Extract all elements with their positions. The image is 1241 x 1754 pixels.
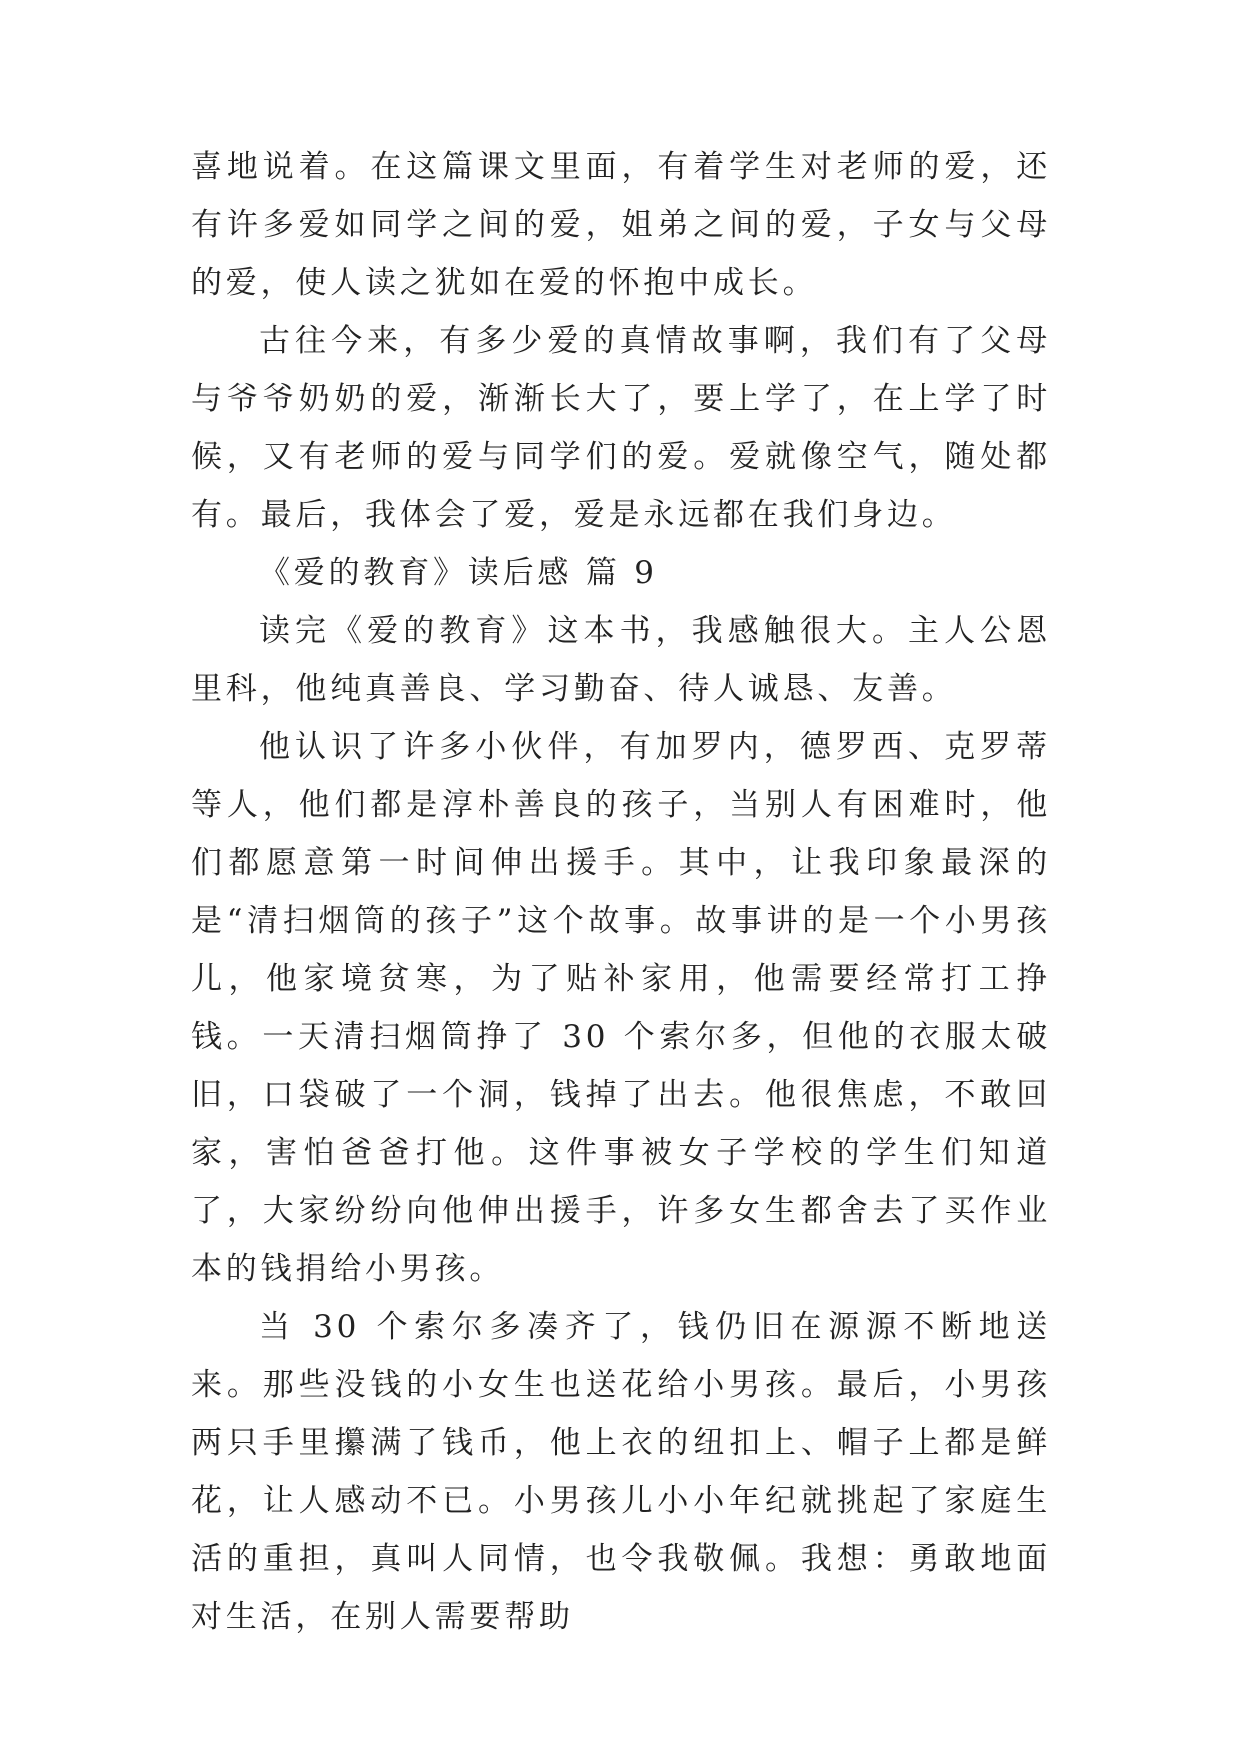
paragraph: 他认识了许多小伙伴，有加罗内，德罗西、克罗蒂等人，他们都是淳朴善良的孩子，当别人有困难时，他们都愿意第一时间伸出援手。其中，让我印象最深的是“清扫烟筒的孩子”这个故事。故事讲的是一个小男孩儿，他家境贫寒，为了贴补家用，他需要经常打工挣钱。一天清扫烟筒挣了 30 个索尔多，但他的衣服太破旧，口袋破了一个洞，钱掉了出去。他很焦虑，不敢回家，害怕爸爸打他。这件事被女子学校的学生们知道了，大家纷纷向他伸出援手，许多女生都舍去了买作业本的钱捐给小男孩。 [191,729,1051,1287]
section-heading: 《爱的教育》读后感 篇 9 [259,555,658,591]
document-body [191,138,1051,1646]
paragraph: 当 30 个索尔多凑齐了，钱仍旧在源源不断地送来。那些没钱的小女生也送花给小男孩。最后，小男孩两只手里攥满了钱币，他上衣的纽扣上、帽子上都是鲜花，让人感动不已。小男孩儿小小年纪就挑起了家庭生活的重担，真叫人同情，也令我敬佩。我想：勇敢地面对生活，在别人需要帮助 [191,1309,1051,1635]
paragraph: 读完《爱的教育》这本书，我感触很大。主人公恩里科，他纯真善良、学习勤奋、待人诚恳、友善。 [191,613,1051,707]
paragraph-continuation: 喜地说着。在这篇课文里面，有着学生对老师的爱，还有许多爱如同学之间的爱，姐弟之间的爱，子女与父母的爱，使人读之犹如在爱的怀抱中成长。 [191,149,1051,301]
paragraph: 古往今来，有多少爱的真情故事啊，我们有了父母与爷爷奶奶的爱，渐渐长大了，要上学了，在上学了时候，又有老师的爱与同学们的爱。爱就像空气，随处都有。最后，我体会了爱，爱是永远都在我们身边。 [191,323,1051,533]
